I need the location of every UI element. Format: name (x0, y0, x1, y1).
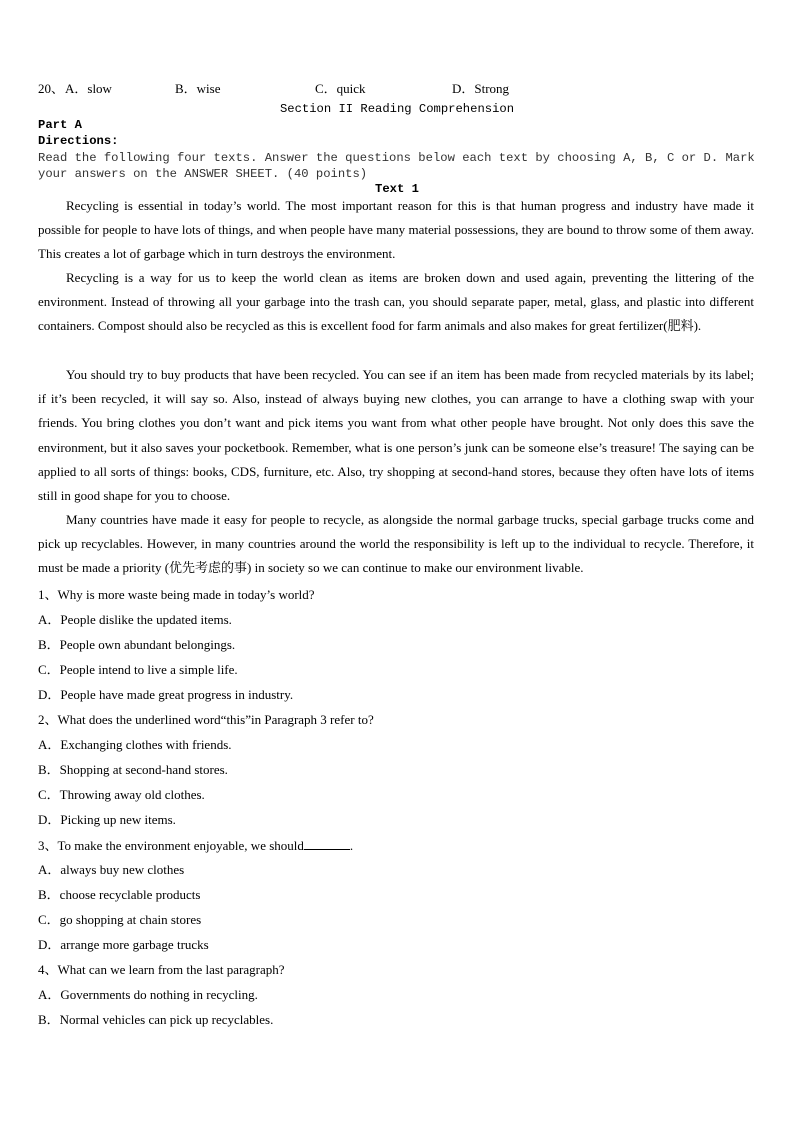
question-3-option-d: D．arrange more garbage trucks (38, 937, 209, 952)
question-3-stem-end: . (349, 838, 354, 853)
question-1-option-a: A．People dislike the updated items. (38, 612, 232, 627)
question-1-stem: 1、Why is more waste being made in today’s world? (38, 587, 315, 602)
question-2-option-a: A．Exchanging clothes with friends. (38, 737, 232, 752)
question-3-stem (38, 837, 353, 854)
question-20-option-d: D．Strong (452, 81, 510, 96)
part-label: Part A (38, 118, 82, 132)
question-2-option-b: B．Shopping at second-hand stores. (38, 762, 228, 777)
directions-label: Directions: (38, 134, 119, 148)
question-2-option-d: D．Picking up new items. (38, 812, 176, 827)
question-3-option-a: A．always buy new clothes (38, 862, 185, 877)
question-2-option-c: C．Throwing away old clothes. (38, 787, 205, 802)
section-title: Section II Reading Comprehension (279, 102, 515, 116)
question-4-stem: 4、What can we learn from the last paragraph? (38, 962, 285, 977)
question-1-option-b: B．People own abundant belongings. (38, 637, 236, 652)
paragraph-1: Recycling is essential in today’s world. The most important reason for this is that human progress and industry have made it possible for people to have lots of things, and when people have many material possessions, they are bound to throw some of them away. This creates a lot of garbage which in turn destroys the environment. (38, 198, 754, 262)
question-4-option-a: A．Governments do nothing in recycling. (38, 987, 258, 1002)
question-2-stem: 2、What does the underlined word“this”in Paragraph 3 refer to? (38, 712, 374, 727)
paragraph-3: You should try to buy products that have been recycled. You can see if an item has been made from recycled materials by its label; if it’s been recycled, it will say so. Also, instead of always buying new clothes, you can arrange to have a clothing swap with your friends. You bring clothes you don’t want and pick items you want from what other people have brought. Not only does this save the environment, but it also saves your pocketbook. Remember, what is one person’s junk can be someone else’s treasure! The saying can be applied to all sorts of things: books, CDS, furniture, etc. Also, try shopping at second-hand stores, because they often have lots of items still in good shape for you to choose. (38, 367, 754, 504)
question-20-option-c: C．quick (315, 81, 366, 96)
question-3-option-b: B．choose recyclable products (38, 887, 201, 902)
question-20-number: 20、 (38, 81, 65, 96)
question-1-option-c: C．People intend to live a simple life. (38, 662, 238, 677)
question-1-option-d: D．People have made great progress in industry. (38, 687, 294, 702)
directions-text: Read the following four texts. Answer the questions below each text by choosing A, B, C or D. Mark your answers on the ANSWER SHEET. (40 points) (38, 151, 755, 181)
text-title: Text 1 (375, 182, 419, 196)
paragraph-4: Many countries have made it easy for people to recycle, as alongside the normal garbage trucks, special garbage trucks come and pick up recyclables. However, in many countries around the world the responsibility is left up to the individual to recycle. Therefore, it must be made a priority (优先考虑的事) in society so we can continue to make our environment livable. (38, 512, 754, 576)
answer-blank (304, 837, 350, 850)
question-20-option-a: A．slow (65, 81, 112, 96)
paragraph-2: Recycling is a way for us to keep the world clean as items are broken down and used again, preventing the littering of the environment. Instead of throwing all your garbage into the trash can, you should separate paper, metal, glass, and plastic into different containers. Compost should also be recycled as this is excellent food for farm animals and also makes for great fertilizer(肥料). (38, 270, 754, 334)
question-4-option-b: B．Normal vehicles can pick up recyclables. (38, 1012, 274, 1027)
question-3-option-c: C．go shopping at chain stores (38, 912, 202, 927)
question-20-option-b: B．wise (175, 81, 221, 96)
question-3-stem-text: 3、To make the environment enjoyable, we should (38, 838, 304, 853)
